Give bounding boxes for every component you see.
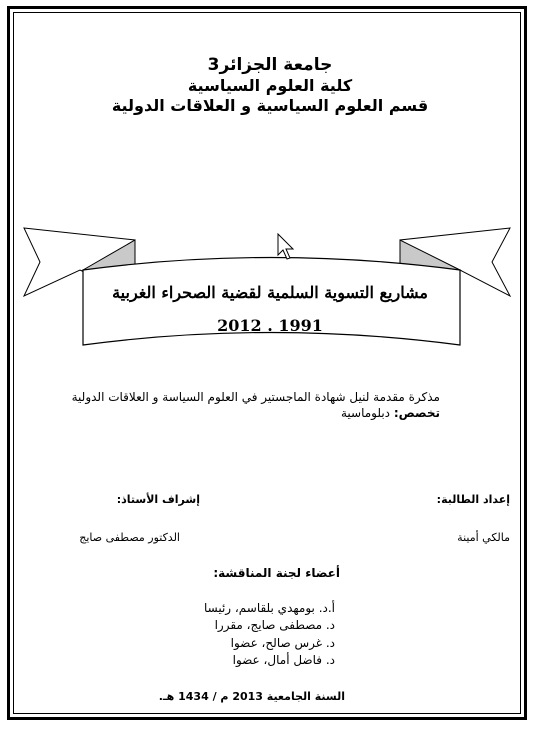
prepared-by-label: إعداد الطالبة:: [436, 493, 510, 506]
university-name: جامعة الجزائر3: [207, 55, 333, 75]
mouse-pointer-icon: [277, 233, 297, 261]
thesis-title: مشاريع التسوية السلمية لقضية الصحراء الغربية: [112, 283, 428, 302]
committee-member: د. غرس صالح، عضوا: [230, 636, 335, 650]
thesis-years: 1991 . 2012: [217, 316, 323, 335]
student-name: مالكي أمينة: [457, 531, 510, 544]
committee-label: أعضاء لجنة المناقشة:: [213, 566, 340, 580]
department-name: قسم العلوم السياسية و العلاقات الدولية: [111, 96, 429, 115]
committee-member: أ.د. بومهدي بلقاسم، رئيسا: [203, 601, 335, 615]
specialization-label: تخصص:: [393, 406, 440, 420]
faculty-name: كلية العلوم السياسية: [187, 76, 353, 95]
committee-member: د. مصطفى صايج، مقررا: [214, 618, 335, 632]
specialization-value: دبلوماسية: [340, 406, 391, 420]
memo-description: مذكرة مقدمة لنيل شهادة الماجستير في العلوم السياسة و العلاقات الدولية: [71, 390, 440, 404]
academic-year: السنة الجامعية 2013 م / 1434 هـ.: [158, 690, 345, 703]
supervisor-name: الدكتور مصطفى صايج: [79, 531, 180, 544]
specialization: [341, 406, 440, 420]
supervisor-label: إشراف الأستاذ:: [116, 493, 200, 506]
committee-member: د. فاضل أمال، عضوا: [232, 653, 335, 667]
